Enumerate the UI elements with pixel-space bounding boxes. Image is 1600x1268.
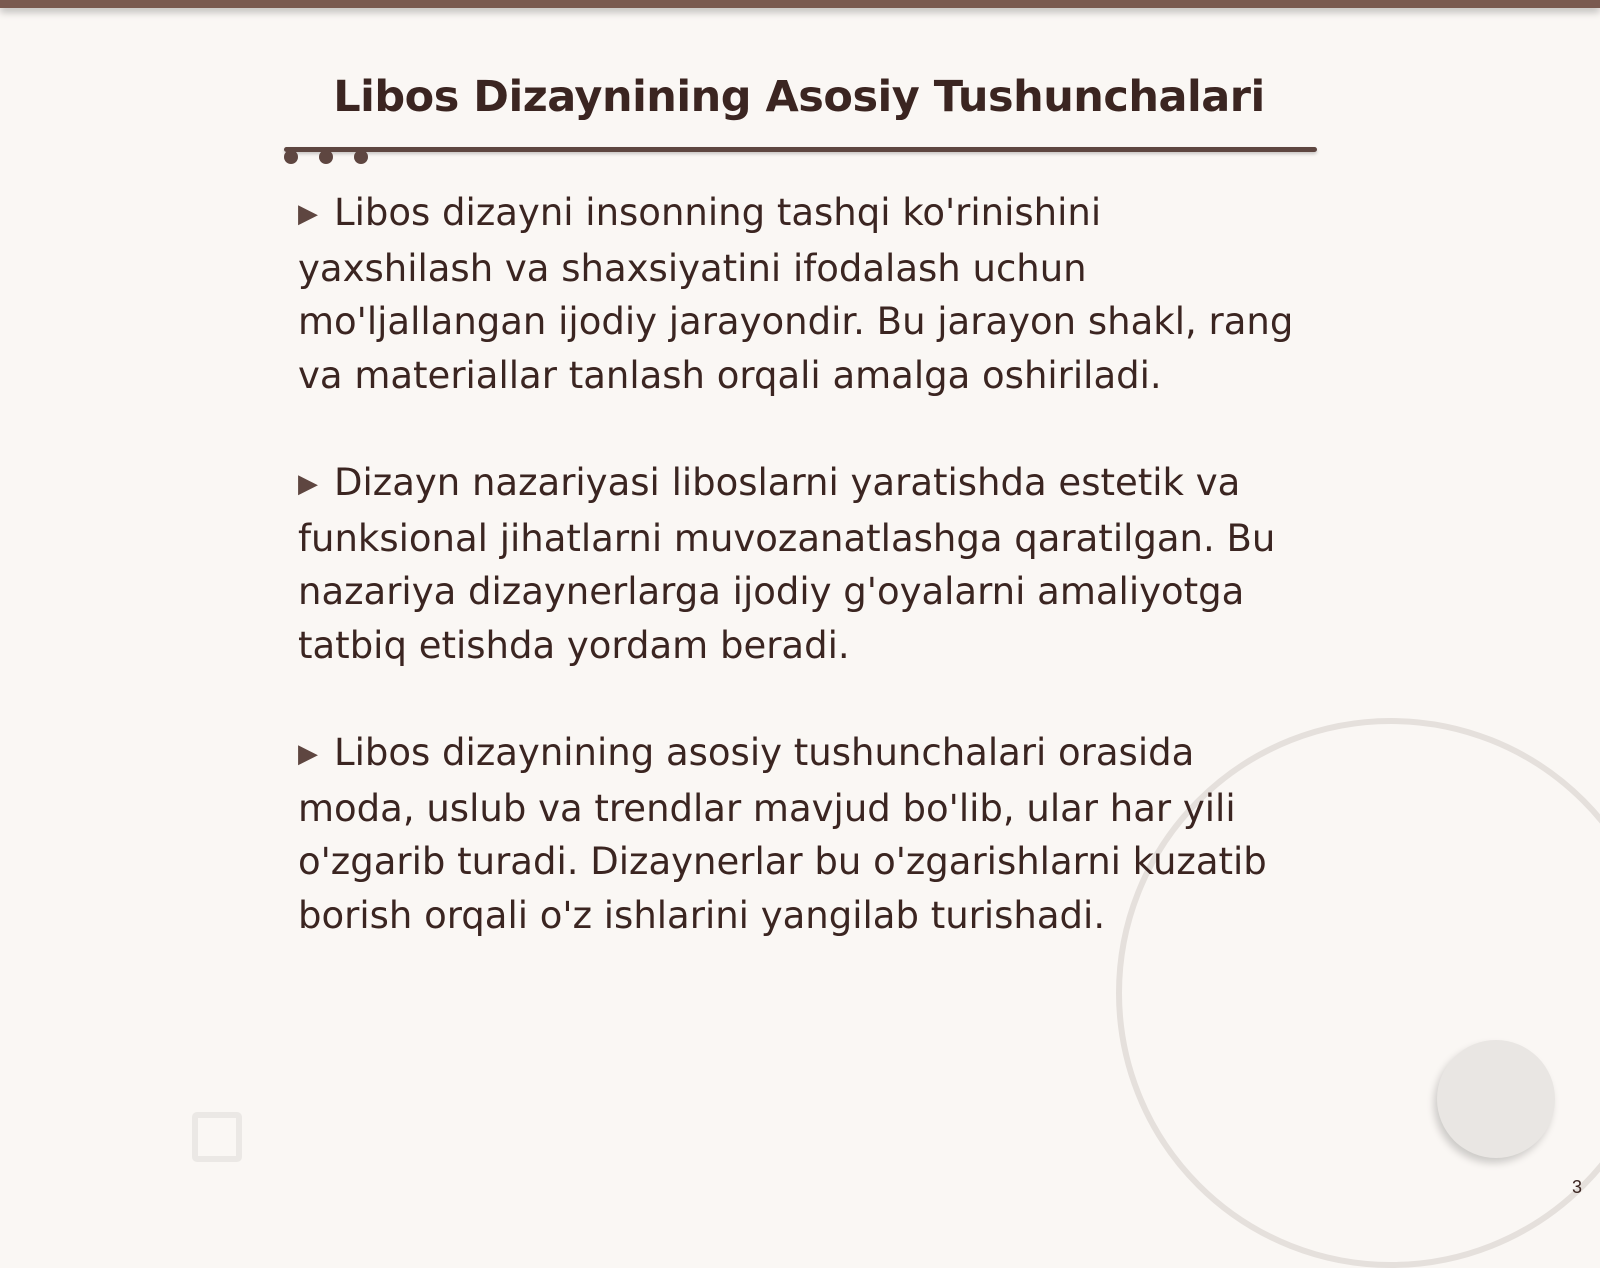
title-underline xyxy=(284,147,1317,152)
decorative-circle xyxy=(1437,1040,1555,1158)
bullet-paragraph-3 xyxy=(298,726,1308,942)
triangle-right-icon: ▶ xyxy=(298,739,318,769)
decorative-dot xyxy=(284,150,298,164)
decorative-dot xyxy=(354,150,368,164)
slide-body xyxy=(298,186,1308,996)
decorative-square xyxy=(192,1112,242,1162)
bullet-paragraph-1 xyxy=(298,186,1308,402)
bullet-paragraph-2 xyxy=(298,456,1308,672)
triangle-right-icon: ▶ xyxy=(298,199,318,229)
top-accent-bar xyxy=(0,0,1600,8)
slide-title: Libos Dizaynining Asosiy Tushunchalari xyxy=(333,72,1265,122)
slide-number: 3 xyxy=(1571,1177,1582,1197)
paragraph-text: Dizayn nazariyasi liboslarni yaratishda estetik va funksional jihatlarni muvozanatlashga qaratilgan. Bu nazariya dizaynerlarga ijodiy g'oyalarni amaliyotga tatbiq etishda yordam beradi. xyxy=(298,461,1276,667)
paragraph-text: Libos dizayni insonning tashqi ko'rinishini yaxshilash va shaxsiyatini ifodalash uchun mo'ljallangan ijodiy jarayondir. Bu jarayon shakl, rang va materiallar tanlash orqali amalga oshiriladi. xyxy=(298,191,1294,397)
decorative-dot xyxy=(319,150,333,164)
paragraph-text: Libos dizaynining asosiy tushunchalari orasida moda, uslub va trendlar mavjud bo'lib, ular har yili o'zgarib turadi. Dizaynerlar bu o'zgarishlarni kuzatib borish orqali o'z ishlarini yangilab turishadi. xyxy=(298,731,1267,937)
triangle-right-icon: ▶ xyxy=(298,469,318,499)
